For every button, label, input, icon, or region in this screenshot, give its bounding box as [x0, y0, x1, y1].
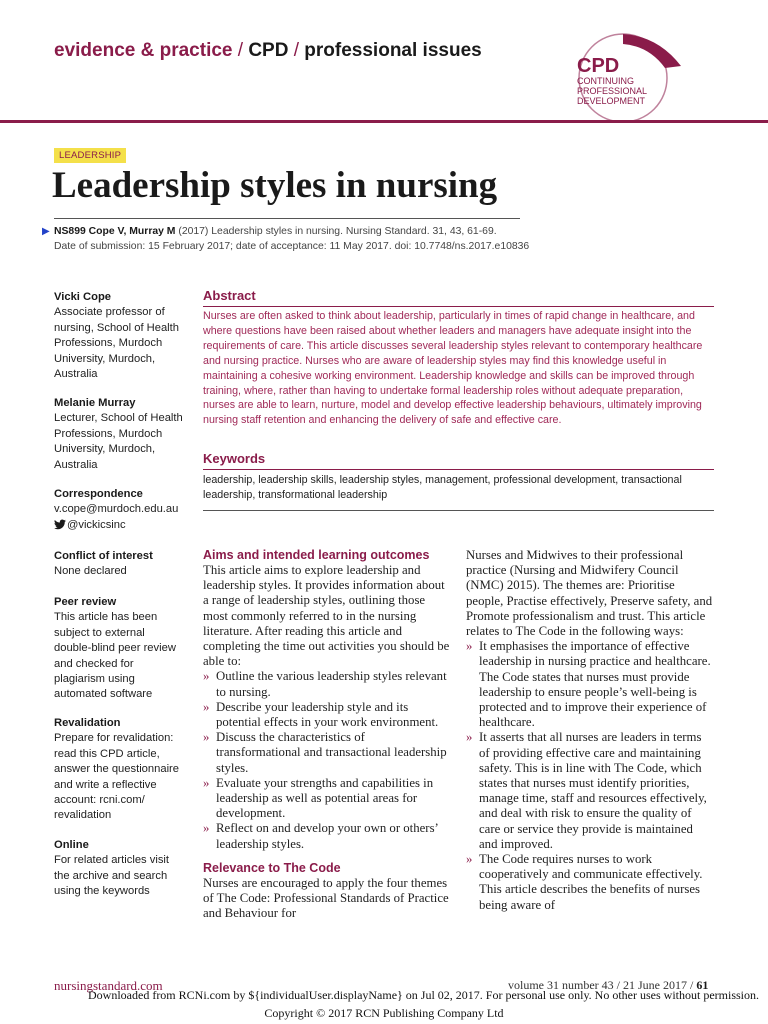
correspondence-twitter[interactable]: @vickicsinc [67, 518, 126, 531]
category-tag[interactable]: LEADERSHIP [54, 148, 126, 163]
body-column-2 [466, 548, 714, 913]
aims-bullet: » Outline the various leadership styles relevant to nursing. [203, 669, 451, 699]
author2-name: Melanie Murray [54, 397, 136, 409]
triangle-arrow-icon: ▶ [42, 226, 50, 237]
cpd-logo-line2: PROFESSIONAL [577, 86, 648, 96]
header-professional-issues[interactable]: professional issues [304, 40, 482, 61]
footer-separator: / [690, 978, 694, 992]
aims-heading: Aims and intended learning outcomes [203, 548, 430, 562]
article-title: Leadership styles in nursing [52, 165, 498, 206]
peer-review-heading: Peer review [54, 596, 117, 608]
online-text: For related articles visit the archive and search using the keywords [54, 854, 170, 898]
header-cpd[interactable]: CPD [248, 40, 289, 61]
cpd-logo-circle-icon [563, 22, 703, 122]
code-bullet: » The Code requires nurses to work cooperatively and communicate effectively. This article describes the benefits of nurses being aware of [466, 852, 714, 913]
conflict-heading: Conflict of interest [54, 550, 153, 562]
footer-separator: / [616, 978, 620, 992]
peer-review-text: This article has been subject to external double-blind peer review and checked for plagiarism using automated software [54, 611, 176, 701]
keywords-heading: Keywords [203, 451, 266, 466]
relevance-heading: Relevance to The Code [203, 860, 341, 875]
keywords-text: leadership, leadership skills, leadership styles, management, professional development, transactional leadership, transformational leadership [203, 474, 682, 501]
aims-bullet: » Describe your leadership style and its potential effects in your work environment. [203, 700, 451, 730]
cpd-logo-line3: DEVELOPMENT [577, 96, 646, 106]
section-header [54, 40, 482, 62]
conflict-block [54, 549, 184, 580]
copyright-notice: Copyright © 2017 RCN Publishing Company Ltd [264, 1006, 504, 1020]
code-bullet: » It asserts that all nurses are leaders in terms of providing effective care and maintaining safety. This is in line with The Code, which states that nurses must identify priorities, manage time, staff and resources effectively, and deal with risk to ensure the quality of care or service they provide is maintained and improved. [466, 730, 714, 852]
header-separator: / [237, 40, 244, 61]
citation-reference [42, 224, 530, 254]
author1-name: Vicki Cope [54, 291, 111, 303]
author2-role: Lecturer, School of Health Professions, Murdoch University, Murdoch, Australia [54, 412, 183, 471]
correspondence-email[interactable]: v.cope@murdoch.edu.au [54, 503, 179, 516]
abstract-text: Nurses are often asked to think about leadership, particularly in times of rapid change in healthcare, and where questions have been raised about whether leaders and managers have adequate insight into the requirements of care. This article discusses several leadership styles relevant to contemporary healthcare and nursing practice. Nurses who are aware of leadership styles may find this knowledge useful in maintaining a cohesive working environment. Leadership knowledge and skills can be improved through training, where, rather than having to undertake formal leadership roles without adequate preparation, nurses are able to learn, nurture, model and develop effective leadership behaviours, ultimately improving nursing staff retention and enhancing the delivery of safe and effective care. [203, 310, 703, 427]
correspondence-twitter-row[interactable] [54, 518, 184, 535]
header-evidence-practice[interactable]: evidence & practice [54, 40, 233, 61]
correspondence-block [54, 487, 184, 535]
revalidation-block [54, 716, 184, 824]
abstract-divider [203, 306, 714, 307]
reference-divider [54, 218, 520, 219]
aims-intro: This article aims to explore leadership and leadership styles. It provides information about a range of leadership styles, outlining those most commonly referred to in the nursing literature. After reading this article and completing the time out activities you should be able to: [203, 563, 450, 669]
revalidation-heading: Revalidation [54, 717, 121, 729]
code-intro: Nurses and Midwives to their professional practice (Nursing and Midwifery Council (NMC) 2015). The themes are: Prioritise people, Practise effectively, Preserve safety, and Promote professionalism and trust. This article relates to The Code in the following ways: [466, 548, 713, 639]
cpd-logo-line1: CONTINUING [577, 76, 634, 86]
code-bullet: » It emphasises the importance of effective leadership in nursing practice and healthcare. The Code states that nurses must provide leadership to ensure people’s well-being is protected and to improve their experience of healthcare. [466, 639, 714, 730]
peer-review-block [54, 595, 184, 703]
revalidation-text: Prepare for revalidation: read this CPD article, answer the questionnaire and write a reflective account: rcni.com/ revalidation [54, 732, 180, 822]
author1-role: Associate professor of nursing, School of Health Professions, Murdoch University, Murdoch, Australia [54, 306, 180, 381]
aims-bullet: » Evaluate your strengths and capabilities in leadership as well as potential areas for development. [203, 776, 451, 822]
keywords-bottom-divider [203, 510, 714, 511]
online-block [54, 838, 184, 900]
download-notice: Downloaded from RCNi.com by ${individualUser.displayName} on Jul 02, 2017. For personal use only. No other uses without permission. [88, 988, 760, 1002]
aims-bullet: » Discuss the characteristics of transformational and transactional leadership styles. [203, 730, 451, 776]
header-divider [0, 120, 768, 123]
author2-block [54, 396, 184, 473]
header-separator: / [293, 40, 300, 61]
footer-date: 21 June 2017 [623, 978, 687, 992]
correspondence-heading: Correspondence [54, 488, 143, 500]
relevance-text: Nurses are encouraged to apply the four themes of The Code: Professional Standards of Practice and Behaviour for [203, 875, 449, 921]
author1-block [54, 290, 184, 382]
online-heading: Online [54, 839, 89, 851]
cpd-logo-abbr: CPD [577, 55, 620, 77]
conflict-text: None declared [54, 565, 127, 578]
keywords-divider [203, 469, 714, 470]
abstract-heading: Abstract [203, 288, 256, 303]
cpd-logo [563, 22, 703, 122]
aims-bullet: » Reflect on and develop your own or others’ leadership styles. [203, 821, 451, 851]
page-number: 61 [696, 978, 709, 992]
citation-code-authors: NS899 Cope V, Murray M [54, 226, 176, 237]
submission-dates: Date of submission: 15 February 2017; date of acceptance: 11 May 2017. doi: 10.7748/ns.2017.e10836 [54, 241, 530, 252]
footer-site-link[interactable]: nursingstandard.com [54, 978, 163, 993]
footer-volume-number: volume 31 number 43 [508, 978, 614, 992]
body-column-1 [203, 548, 451, 921]
citation-text: (2017) Leadership styles in nursing. Nursing Standard. 31, 43, 61-69. [175, 226, 497, 237]
twitter-icon [54, 519, 67, 535]
